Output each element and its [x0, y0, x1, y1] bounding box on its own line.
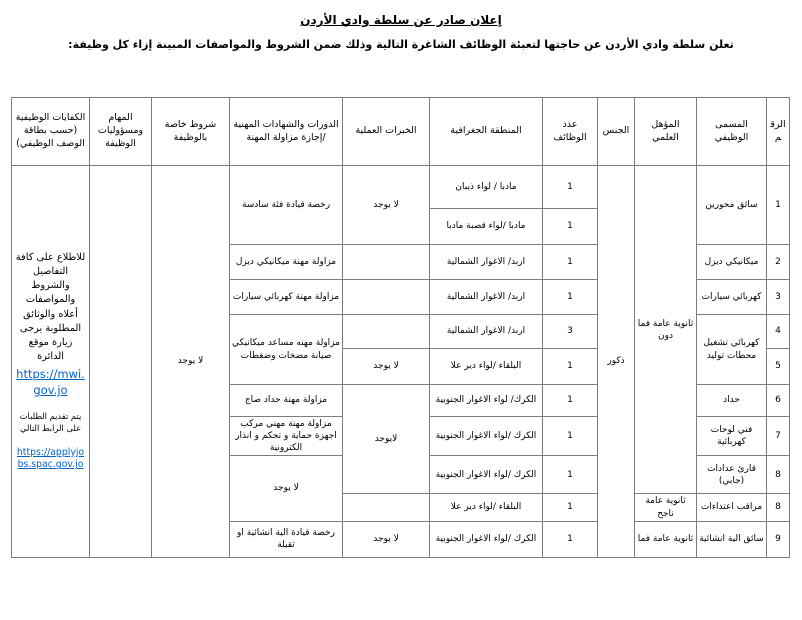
- cell-region: الكرك/ لواء الاغوار الجنوبية: [430, 385, 543, 417]
- cell-job-title: فني لوحات كهربائية: [697, 417, 767, 456]
- cell-region: الكرك /لواء الاغوار الجنوبية: [430, 521, 543, 557]
- cell-job-title: سائق الية انشائية: [697, 521, 767, 557]
- cell-gender: ذكور: [598, 166, 635, 558]
- cell-duties: [90, 166, 152, 558]
- mwi-website-link[interactable]: https://mwi.gov.jo: [16, 367, 85, 397]
- header-duties: المهام ومسؤوليات الوظيفة: [90, 98, 152, 166]
- cell-experience: [343, 245, 430, 280]
- cell-vacancies: 3: [543, 315, 598, 349]
- cell-job-title: حداد: [697, 385, 767, 417]
- cell-number: 5: [767, 349, 790, 385]
- jobs-table-body: [12, 166, 790, 558]
- cell-vacancies: 1: [543, 521, 598, 557]
- cell-region: مادبا /لواء قصبة مادبا: [430, 209, 543, 245]
- cell-certificates: مزاولة مهنة مهني مركب اجهزة حماية و تحكم و انذار الكترونية: [230, 417, 343, 456]
- cell-region: اربد/ الاغوار الشمالية: [430, 245, 543, 280]
- cell-certificates: مزاولة مهنة ميكانيكي ديزل: [230, 245, 343, 280]
- cell-certificates: رخصة قيادة الية انشائية او ثقيلة: [230, 521, 343, 557]
- header-number: الرقم: [767, 98, 790, 166]
- cell-vacancies: 1: [543, 494, 598, 521]
- cell-qualification: ثانوية عامة فما دون: [635, 166, 697, 494]
- cell-certificates: مزاولة مهنه مساعد ميكانيكي صيانة مضخات وضغطات: [230, 315, 343, 385]
- cell-job-title: قارئ عدادات (جابي): [697, 456, 767, 494]
- cell-certificates: مزاولة مهنة حداد صاج: [230, 385, 343, 417]
- header-experience: الخبرات العملية: [343, 98, 430, 166]
- jobs-table: [11, 97, 790, 558]
- applyjobs-link[interactable]: https://applyjobs.spac.gov.jo: [16, 446, 85, 471]
- header-special-conditions: شروط خاصة بالوظيفة: [152, 98, 230, 166]
- cell-number: 1: [767, 166, 790, 245]
- cell-vacancies: 1: [543, 166, 598, 209]
- cell-experience: لايوجد: [343, 385, 430, 494]
- cell-number: 3: [767, 280, 790, 315]
- cell-experience: لا يوجد: [343, 521, 430, 557]
- cell-experience: [343, 280, 430, 315]
- cell-region: اربد/ الاغوار الشمالية: [430, 280, 543, 315]
- cell-qualification: ثانوية عامة ناجح: [635, 494, 697, 521]
- cell-region: الكرك /لواء الاغوار الجنوبية: [430, 456, 543, 494]
- jobs-table-header: [12, 98, 790, 166]
- header-job-title: المسمى الوظيفي: [697, 98, 767, 166]
- header-vacancies: عدد الوظائف: [543, 98, 598, 166]
- cell-region: البلقاء /لواء دير علا: [430, 494, 543, 521]
- cell-qualification: ثانوية عامة فما: [635, 521, 697, 557]
- cell-number: 9: [767, 521, 790, 557]
- cell-number: 6: [767, 385, 790, 417]
- cell-job-title: كهربائي تشغيل محطات توليد: [697, 315, 767, 385]
- cell-region: الكرك /لواء الاغوار الجنوبية: [430, 417, 543, 456]
- cell-special-conditions: لا يوجد: [152, 166, 230, 558]
- cell-vacancies: 1: [543, 209, 598, 245]
- cell-vacancies: 1: [543, 417, 598, 456]
- page-title: إعلان صادر عن سلطة وادي الأردن: [300, 13, 502, 27]
- apply-note: يتم تقديم الطلبات على الرابط التالي: [19, 411, 82, 433]
- cell-certificates: مزاولة مهنة كهربائي سيارات: [230, 280, 343, 315]
- cell-number: 8: [767, 494, 790, 521]
- cell-vacancies: 1: [543, 280, 598, 315]
- page-subtitle: تعلن سلطة وادي الأردن عن حاجتها لتعبئة الوظائف الشاغرة التالية وذلك ضمن الشروط والمواصفات المبينة إزاء كل وظيفة:: [68, 38, 734, 51]
- details-note: للاطلاع على كافة التفاصيل والشروط والمواصفات أعلاه والوثائق المطلوبة يرجى زيارة موقع الدائرة: [15, 251, 86, 363]
- cell-job-title: مراقب اعتداءات: [697, 494, 767, 521]
- cell-job-title: كهربائي سيارات: [697, 280, 767, 315]
- header-qualification: المؤهل العلمي: [635, 98, 697, 166]
- cell-job-title: سائق محورين: [697, 166, 767, 245]
- cell-experience: لا يوجد: [343, 349, 430, 385]
- cell-vacancies: 1: [543, 385, 598, 417]
- cell-experience: [343, 494, 430, 521]
- cell-region: اربد/ الاغوار الشمالية: [430, 315, 543, 349]
- header-competencies: الكفايات الوظيفية (حسب بطاقة الوصف الوظيفي): [12, 98, 90, 166]
- header-region: المنطقة الجغرافية: [430, 98, 543, 166]
- cell-region: البلقاء /لواء دير علا: [430, 349, 543, 385]
- cell-vacancies: 1: [543, 245, 598, 280]
- table-row: [12, 166, 790, 209]
- cell-number: 4: [767, 315, 790, 349]
- header-certificates: الدورات والشهادات المهنية /إجازة مزاولة المهنة: [230, 98, 343, 166]
- cell-number: 8: [767, 456, 790, 494]
- cell-number: 7: [767, 417, 790, 456]
- cell-vacancies: 1: [543, 456, 598, 494]
- cell-experience: لا يوجد: [343, 166, 430, 245]
- cell-vacancies: 1: [543, 349, 598, 385]
- cell-number: 2: [767, 245, 790, 280]
- cell-experience: [343, 315, 430, 349]
- cell-certificates: رخصة قيادة فئة سادسة: [230, 166, 343, 245]
- competencies-content: [14, 249, 87, 474]
- cell-region: مادبا / لواء ذيبان: [430, 166, 543, 209]
- cell-certificates: لا يوجد: [230, 456, 343, 521]
- cell-job-title: ميكانيكي ديزل: [697, 245, 767, 280]
- cell-competencies: [12, 166, 90, 558]
- header-gender: الجنس: [598, 98, 635, 166]
